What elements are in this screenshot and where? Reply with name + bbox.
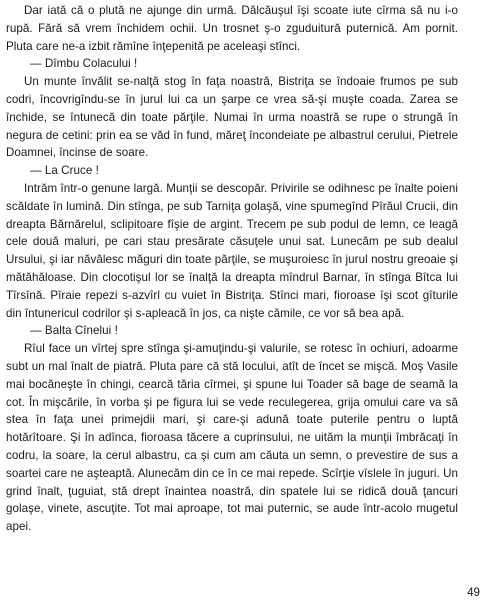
paragraph-3: Intrăm într-o genune largă. Munţii se descopăr. Privirile se odihnesc pe înalte poieni scăldate în lumină. Din stînga, pe sub Tarniţa golaşă, vine spumegînd Pîrăul Crucii, din dreapta Bărnărelul, sclipitoare fîşie de argint. Trecem pe sub podul de lemn, ce leagă cele două maluri, pe cari stau presărate căsuţele unui sat. Lunecăm pe sub dealul Ursului, şi iar năvălesc măguri din toate părţile, se muşuroiesc în jurul nostru greoaie şi mătăhăloase. Din clocotişul lor se înalţă la dreapta mîndrul Barnar, în stînga Bîtca lui Tîrsînă. Pîraie repezi s-azvîrl cu vuiet în Bistriţa. Stînci mari, fioroase îşi scot gîturile din întunericul codrilor şi s-apleacă în jos, ca nişte cămile, ce vor să bea apă. <box>6 181 458 320</box>
page-number: 49 <box>467 586 480 599</box>
paragraph-4: Rîul face un vîrtej spre stînga şi-amuţindu-şi valurile, se rotesc în ochiuri, adoarme subt un mal înalt de piatră. Pluta pare că stă locului, atît de încet se mişcă. Moş Vasile mai bocăneşte în chingi, cearcă tăria cîrmei, şi spune lui Toader să bage de seamă la cot. În mişcările, în vorba şi pe figura lui se vede reculegerea, grija omului care va să stea în faţa unei primejdii mari, şi care-şi adună toate puterile pentru o luptă hotărîtoare. Şi în adînca, fioroasa tăcere a cuprinsului, ne uităm la munţii îmbrăcaţi în codru, la soare, la cerul albastru, ca şi cum am căuta un semn, o prevestire de sus a soartei care ne aşteaptă. Alunecăm din ce în ce mai repede. Scîrţie vîslele în juguri. Un grind înalt, ţuguiat, stă drept înaintea noastră, din spatele lui se ridică două ţancuri golaşe, vinete, ascuţite. Tot mai aproape, tot mai puternic, se aude într-acolo mugetul apei. <box>6 342 458 534</box>
exclamation-la-cruce: — La Cruce ! <box>30 164 99 178</box>
exclamation-balta-cinelui: — Balta Cînelui ! <box>30 324 118 338</box>
exclamation-dimbu-colacului: — Dîmbu Colacului ! <box>30 57 138 71</box>
paragraph-1: Dar iată că o plută ne ajunge din urmă. Dălcăuşul îşi scoate iute cîrma să nu i-o rupă. Fără să vrem închidem ochii. Un trosnet ş-o zguduitură puternică. Am pornit. Pluta care ne-a izbit rămîne înţepenită pe aceleaşi stînci. <box>6 4 458 53</box>
paragraph-2: Un munte învălit se-nalţă stog în faţa noastră, Bistriţa se îndoaie frumos pe sub codri, încovrigîndu-se în jurul lui ca un şarpe ce vrea să-şi muşte coada. Zarea se închide, se întunecă din toate părţile. Numai în urma noastră se rupe o strungă în negura de cetini: prin ea se văd în fund, măreţ încondeiate pe albastrul cerului, Pietrele Doamnei, încinse de soare. <box>6 75 458 160</box>
body-text <box>6 2 458 536</box>
